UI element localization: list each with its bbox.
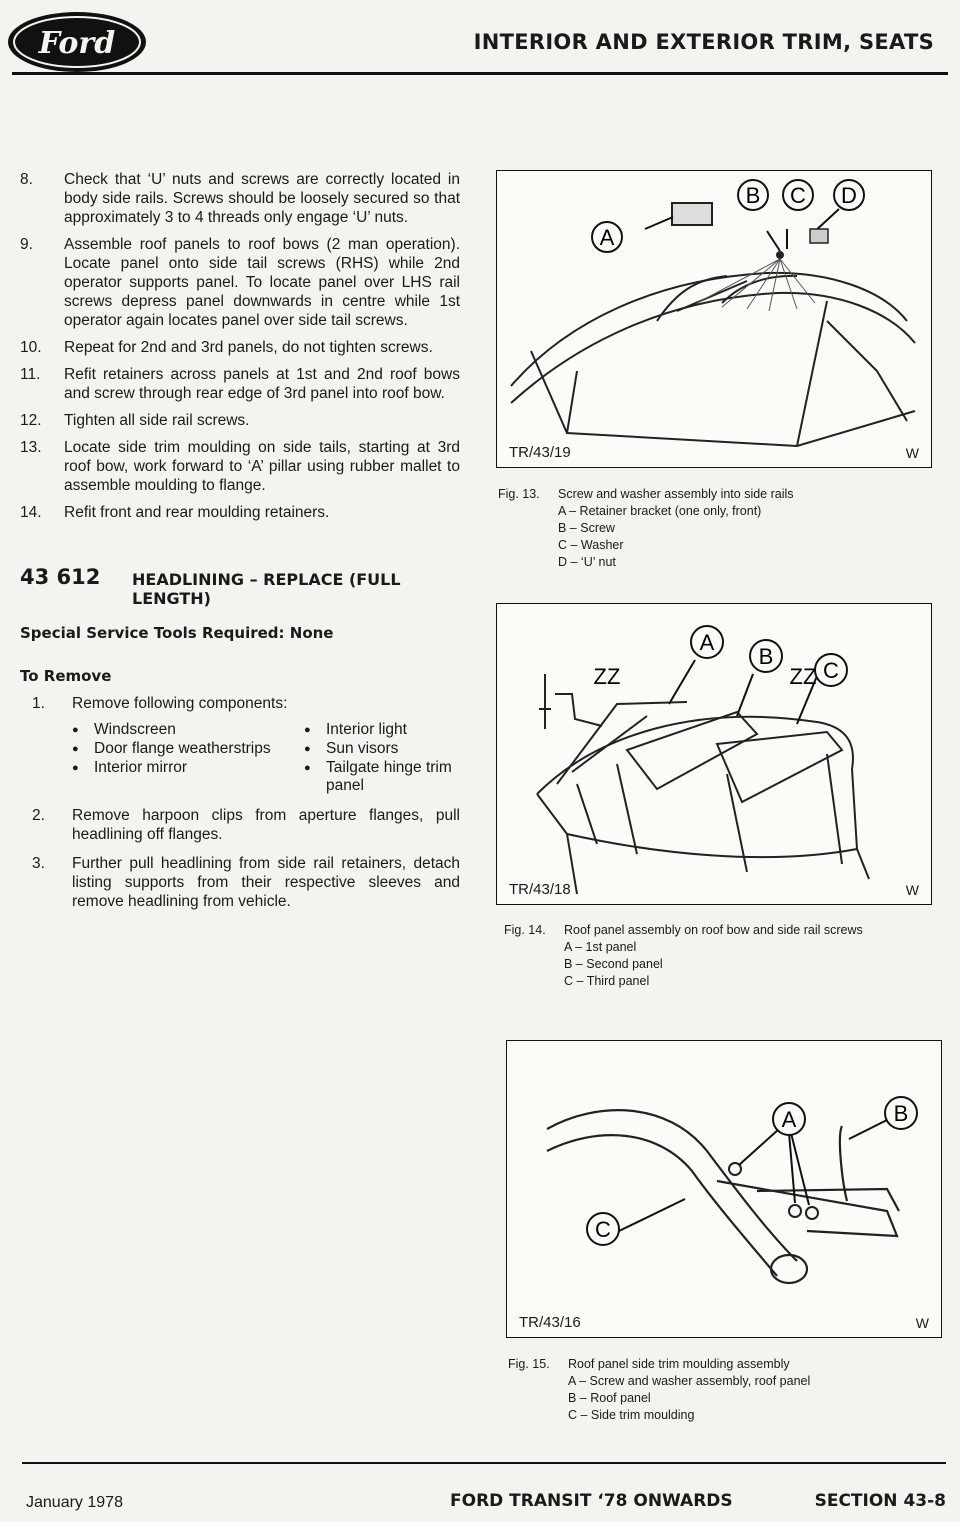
remove-step-3 [20,854,460,911]
zz-mark-left: ZZ [593,664,621,689]
procedure-step [20,338,460,357]
caption-item: A – 1st panel [564,940,637,954]
caption-items [498,503,928,571]
callout-d: D [841,183,857,208]
caption-title: Roof panel side trim moulding assembly [568,1357,790,1371]
procedure-step [20,365,460,403]
footer-publication: FORD TRANSIT ‘78 ONWARDS [450,1491,733,1511]
step-text: Locate side trim moulding on side tails, starting at 3rd roof bow, work forward to ‘A’ pillar using rubber mallet to assemble moulding to flange. [64,439,460,494]
caption-item: C – Washer [558,538,624,552]
figure-14-drawing [497,604,931,904]
step-text: Further pull headlining from side rail retainers, detach listing supports from their respective sleeves and remove headlining from vehicle. [72,855,460,910]
component-list-item: ● Tailgate hinge trim panel [304,759,460,795]
remove-step-1 [20,694,460,713]
caption-title: Roof panel assembly on roof bow and side rail screws [564,923,863,937]
component-list-item: ● Windscreen [72,721,304,739]
page-header-title: INTERIOR AND EXTERIOR TRIM, SEATS [473,30,934,54]
callout-b: B [745,183,761,208]
step-text: Remove harpoon clips from aperture flanges, pull headlining off flanges. [72,807,460,843]
step-text: Assemble roof panels to roof bows (2 man operation). Locate panel onto side tail screws (RHS) while 2nd operator supports panel. To locate panel over LHS rail screws depress panel downwards in centre while 1st operator again locates panel over side tail screws. [64,236,460,329]
step-number: 11. [20,366,41,383]
step-number: 2. [32,807,45,824]
procedure-step [20,503,460,522]
step-number: 1. [32,695,45,712]
section-number: 43 612 [20,565,101,589]
figure-corner-mark: W [905,882,919,898]
caption-title: Screw and washer assembly into side rails [558,487,794,501]
step-number: 3. [32,855,45,872]
caption-item: C – Side trim moulding [568,1408,695,1422]
step-text: Refit retainers across panels at 1st and 2nd roof bows and screw through rear edge of 3rd panel into roof bow. [64,366,460,402]
footer-section: SECTION 43-8 [814,1491,946,1511]
callout-a: A [599,225,615,250]
figure-15-caption [508,1356,938,1424]
callout-c: C [595,1217,611,1242]
caption-number: Fig. 13. [498,487,540,501]
procedure-step [20,411,460,430]
ford-logo [6,10,148,74]
figure-13-caption [498,486,928,571]
to-remove-heading: To Remove [20,667,112,685]
step-number: 12. [20,412,42,429]
section-title: HEADLINING – REPLACE (FULL LENGTH) [132,570,401,608]
left-column [20,170,460,919]
caption-item: A – Screw and washer assembly, roof panel [568,1374,811,1388]
step-text: Tighten all side rail screws. [64,412,250,429]
step-number: 13. [20,439,42,456]
special-tools-line: Special Service Tools Required: None [20,624,334,642]
step-number: 10. [20,339,42,356]
caption-item: D – ‘U’ nut [558,555,616,569]
footer-rule [22,1462,946,1464]
component-list [72,721,460,796]
figure-13-drawing [497,171,931,467]
caption-item: B – Screw [558,521,615,535]
caption-items [508,1373,938,1424]
callout-c: C [790,183,806,208]
figure-15 [506,1040,942,1338]
header-rule [12,72,948,75]
step-number: 14. [20,504,42,521]
step-text: Refit front and rear moulding retainers. [64,504,330,521]
caption-item: C – Third panel [564,974,650,988]
procedure-step [20,235,460,330]
figure-14 [496,603,932,905]
callout-b: B [758,644,774,669]
remove-step-2 [20,806,460,844]
caption-item: A – Retainer bracket (one only, front) [558,504,762,518]
caption-item: B – Roof panel [568,1391,651,1405]
step-number: 8. [20,171,33,188]
figure-corner-mark: W [915,1315,929,1331]
footer-date: January 1978 [26,1494,123,1511]
step-text: Remove following components: [72,695,288,712]
figure-13 [496,170,932,468]
caption-items [504,939,940,990]
caption-number: Fig. 14. [504,923,546,937]
step-number: 9. [20,236,33,253]
step-text: Check that ‘U’ nuts and screws are correctly located in body side rails. Screws should be loosely secured so that approximately 3 to 4 threads only engage ‘U’ nuts. [64,171,460,226]
figure-reference: TR/43/18 [509,881,571,898]
zz-mark-right: ZZ [789,664,817,689]
callout-a: A [699,630,715,655]
caption-item: B – Second panel [564,957,663,971]
procedure-step [20,170,460,227]
component-list-item: ● Interior light [304,721,460,739]
component-list-item: ● Door flange weatherstrips [72,740,304,758]
figure-reference: TR/43/19 [509,444,571,461]
figure-corner-mark: W [905,445,919,461]
procedure-steps [20,170,460,522]
component-list-right [304,721,460,796]
callout-c: C [823,658,839,683]
figure-15-drawing [507,1041,941,1337]
figure-reference: TR/43/16 [519,1314,581,1331]
callout-b: B [893,1101,909,1126]
step-text: Repeat for 2nd and 3rd panels, do not tighten screws. [64,339,433,356]
section-heading [20,565,460,608]
component-list-item: ● Interior mirror [72,759,304,777]
component-list-item: ● Sun visors [304,740,460,758]
component-list-left [72,721,304,796]
figure-14-caption [504,922,940,990]
ford-logo-text: Ford [38,26,116,61]
caption-number: Fig. 15. [508,1357,550,1371]
callout-a: A [781,1107,797,1132]
procedure-step [20,438,460,495]
